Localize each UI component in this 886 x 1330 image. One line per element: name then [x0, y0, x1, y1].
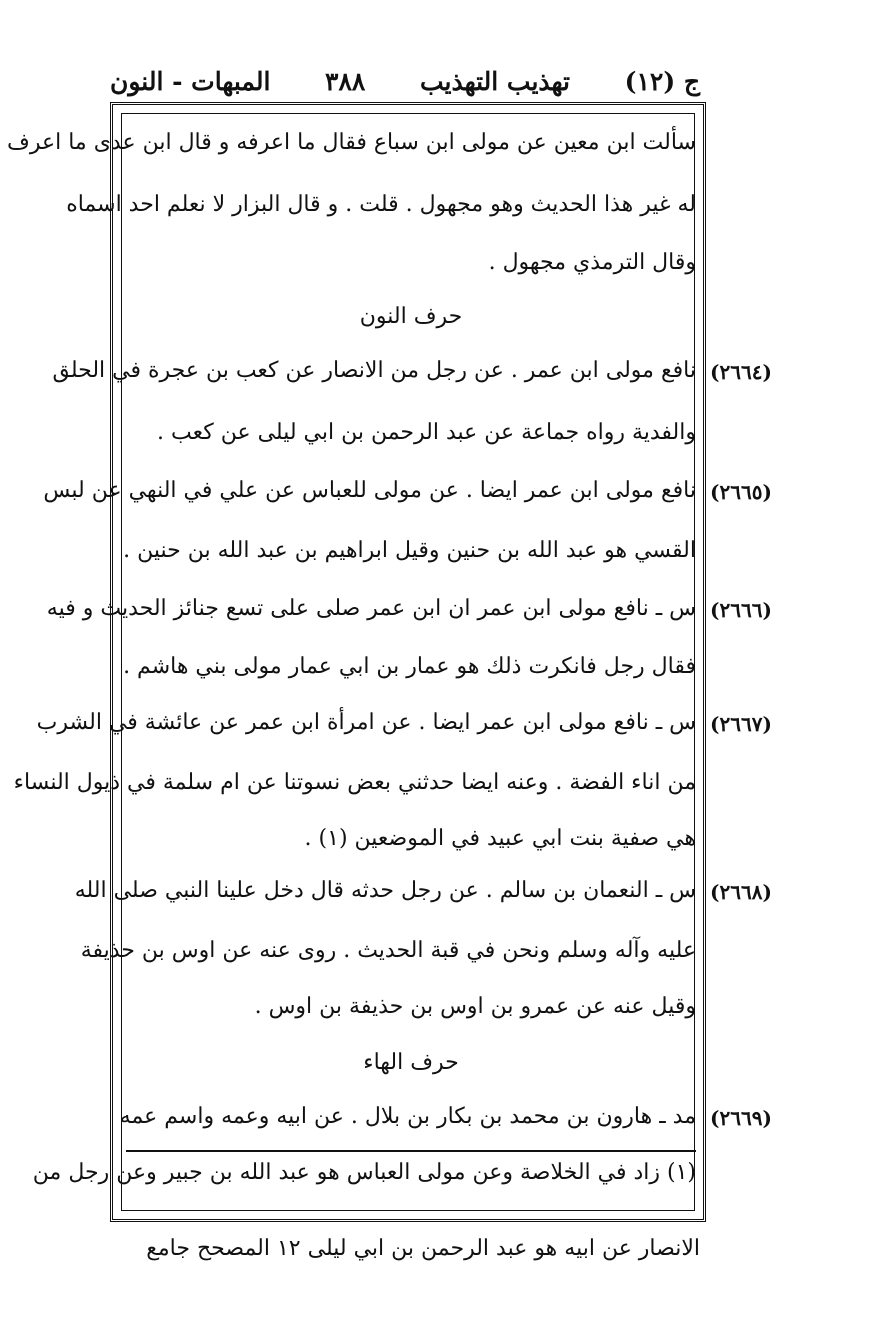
entry-number: (٢٦٦٩) [710, 1106, 772, 1130]
entry-number: (٢٦٦٨) [710, 880, 772, 904]
footer-line: الانصار عن ابيه هو عبد الرحمن بن ابي ليلى ١٢ المصحح جامع [146, 1236, 700, 1261]
volume-label: ج (١٢) [624, 66, 700, 96]
text-line: نافع مولى ابن عمر . عن رجل من الانصار عن كعب بن عجرة في الحلق [52, 358, 696, 383]
text-line: وقيل عنه عن عمرو بن اوس بن حذيفة بن اوس . [254, 994, 696, 1019]
text-line: وقال الترمذي مجهول . [488, 250, 696, 275]
footnote-line: (١) زاد في الخلاصة وعن مولى العباس هو عبد الله بن جبير وعن رجل من [32, 1160, 696, 1185]
text-line: س ـ نافع مولى ابن عمر ان ابن عمر صلى على تسع جنائز الحديث و فيه [46, 596, 696, 621]
footnote-rule [126, 1150, 696, 1152]
text-line: له غير هذا الحديث وهو مجهول . قلت . و قال البزار لا نعلم احد اسماه [66, 192, 696, 217]
text-line: مد ـ هارون بن محمد بن بكار بن بلال . عن ابيه وعمه واسم عمه [119, 1104, 696, 1129]
section-heading: حرف النون [359, 304, 463, 329]
text-line: والفدية رواه جماعة عن عبد الرحمن بن ابي ليلى عن كعب . [157, 420, 696, 445]
section-heading: حرف الهاء [363, 1050, 459, 1075]
book-title: تهذيب التهذيب [419, 66, 571, 96]
section-title: المبهات - النون [110, 66, 271, 96]
entry-number: (٢٦٦٧) [710, 712, 772, 736]
text-line: فقال رجل فانكرت ذلك هو عمار بن ابي عمار مولى بني هاشم . [123, 654, 696, 679]
text-line: س ـ النعمان بن سالم . عن رجل حدثه قال دخل علينا النبي صلى الله [74, 878, 696, 903]
text-line: القسي هو عبد الله بن حنين وقيل ابراهيم بن عبد الله بن حنين . [123, 538, 696, 563]
text-line: نافع مولى ابن عمر ايضا . عن مولى للعباس عن علي في النهي عن لبس [43, 478, 696, 503]
running-header [110, 60, 700, 102]
text-line: من اناء الفضة . وعنه ايضا حدثني بعض نسوتنا عن ام سلمة في ذيول النساء [13, 770, 696, 795]
entry-number: (٢٦٦٦) [710, 598, 772, 622]
entry-number: (٢٦٦٤) [710, 360, 772, 384]
text-line: هي صفية بنت ابي عبيد في الموضعين (١) . [304, 826, 696, 851]
text-line: عليه وآله وسلم ونحن في قبة الحديث . روى عنه عن اوس بن حذيفة [80, 938, 696, 963]
entry-number: (٢٦٦٥) [710, 480, 772, 504]
text-line: س ـ نافع مولى ابن عمر ايضا . عن امرأة ابن عمر عن عائشة في الشرب [36, 710, 696, 735]
text-line: سألت ابن معين عن مولى ابن سباع فقال ما اعرفه و قال ابن عدى ما اعرف [7, 130, 696, 155]
page-number: ٣٨٨ [325, 66, 366, 96]
